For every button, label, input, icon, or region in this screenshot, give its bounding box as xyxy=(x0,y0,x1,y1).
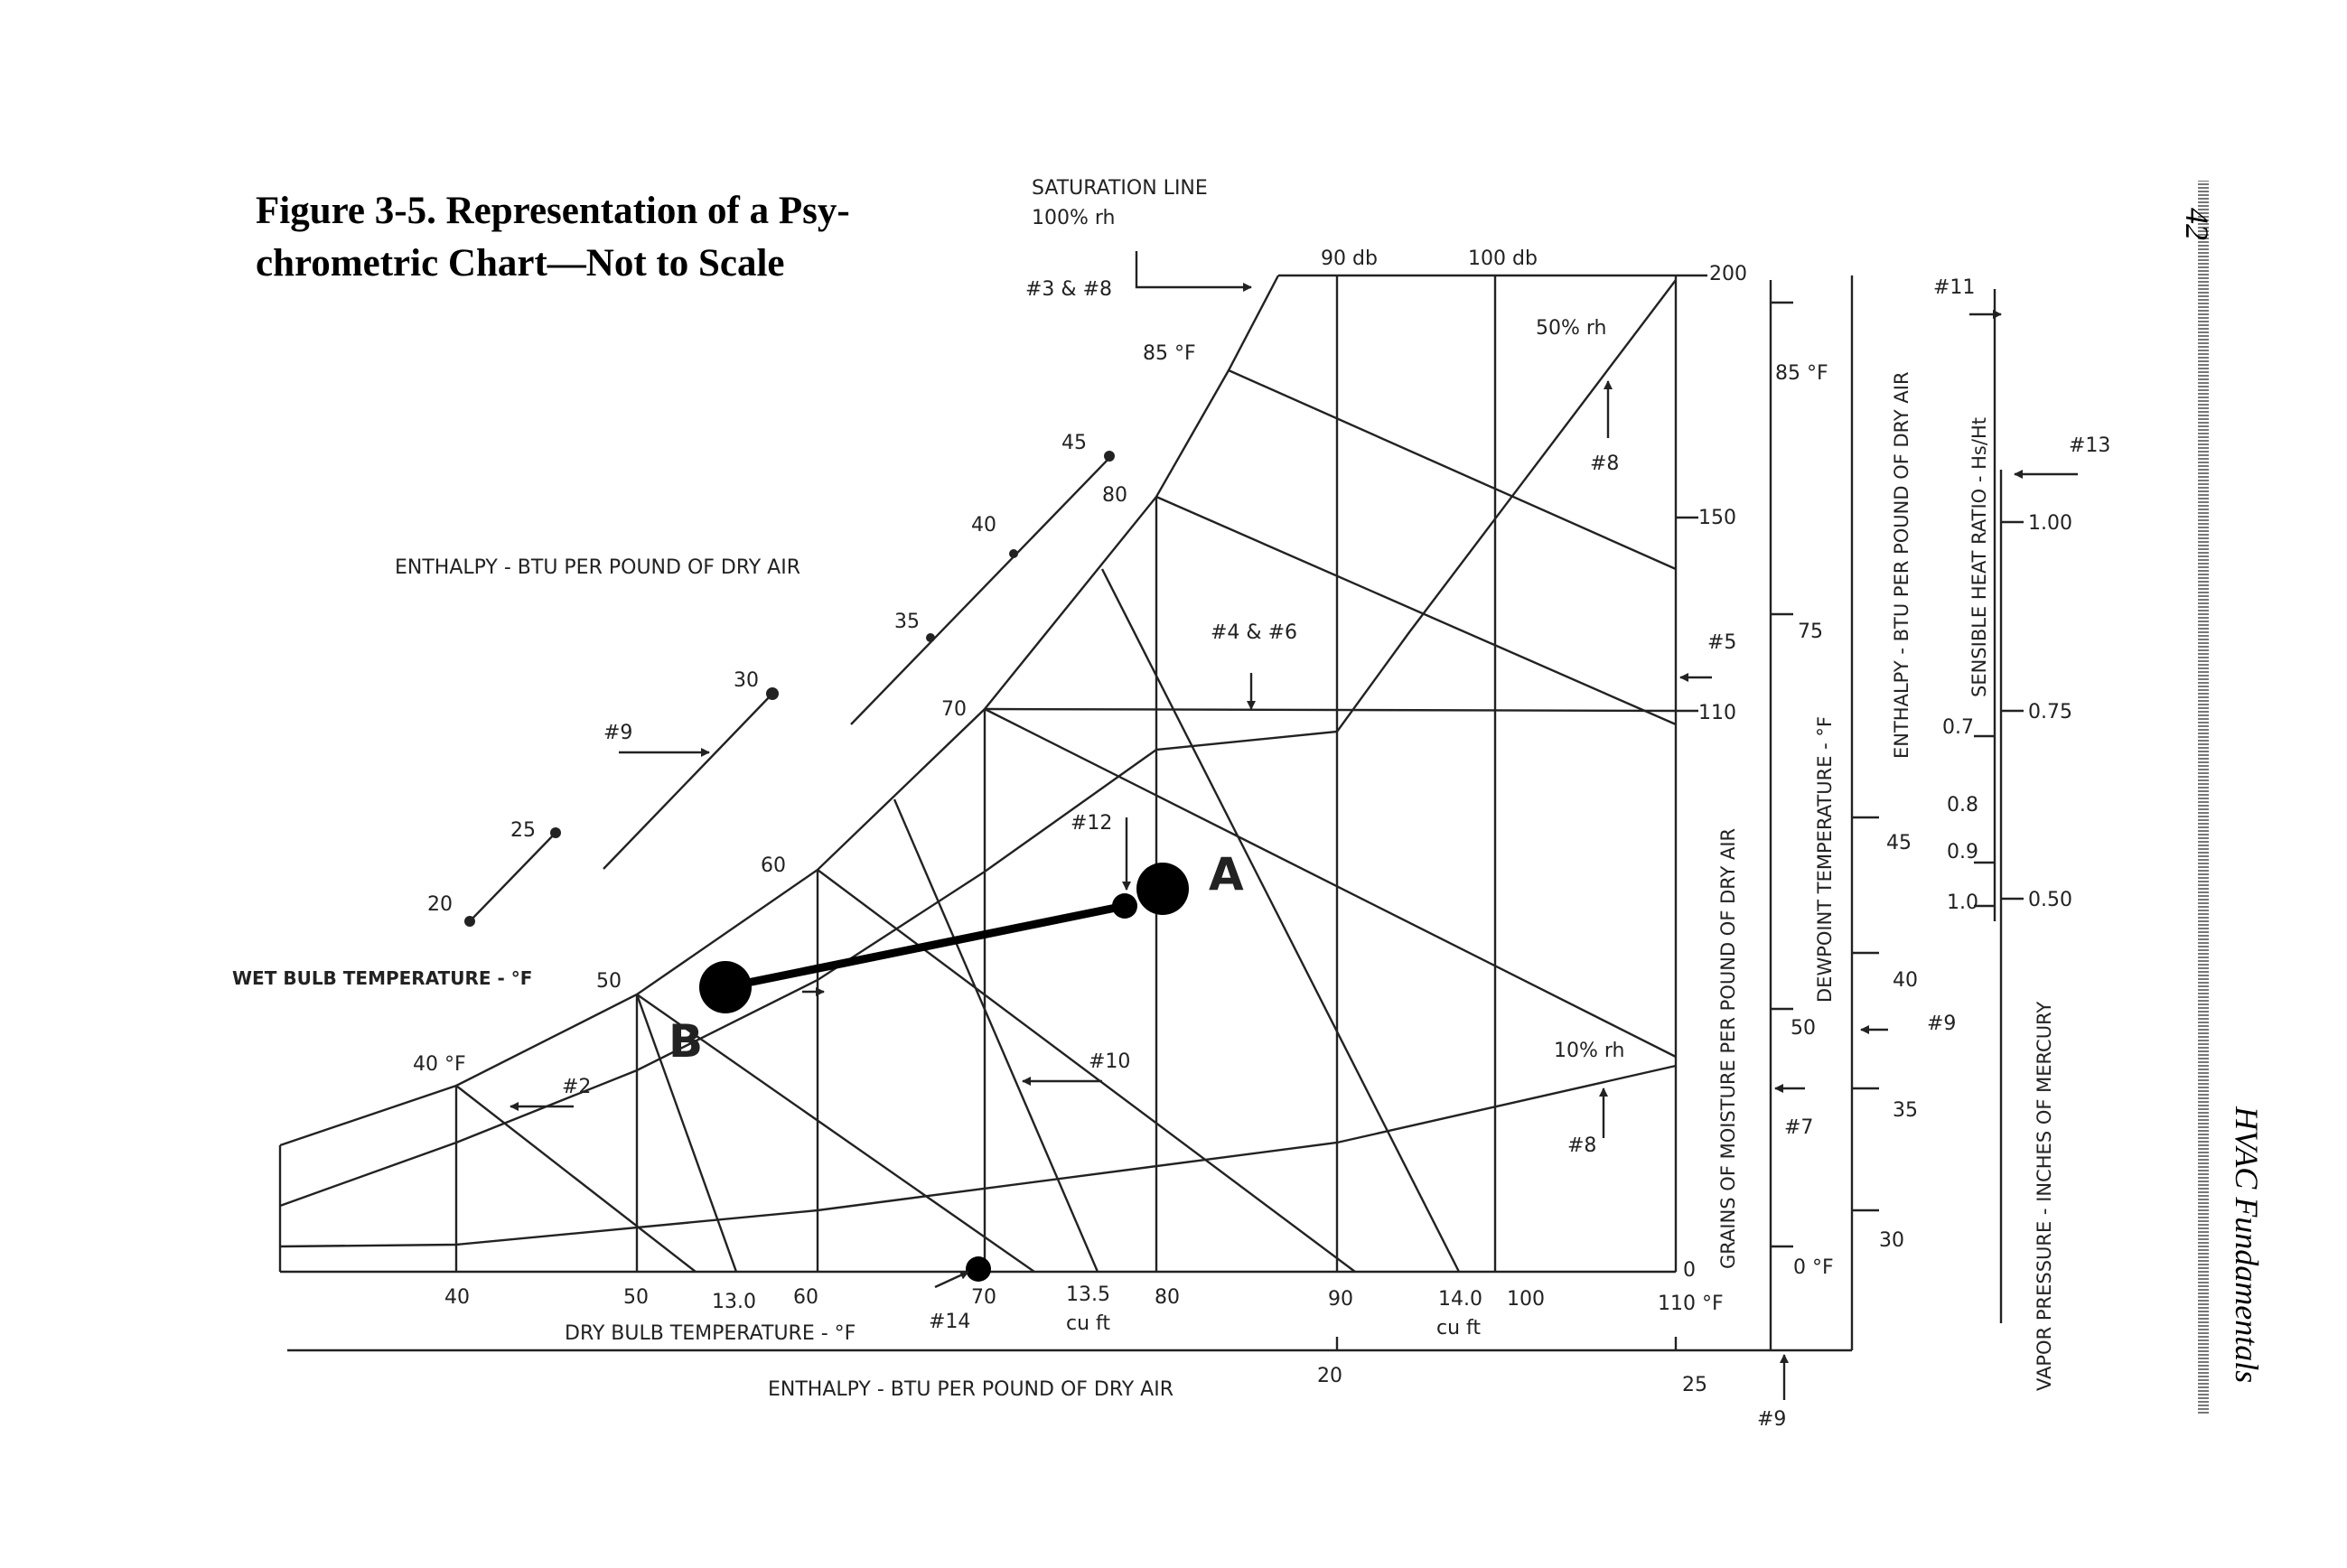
vol-13-0-label: 13.0 xyxy=(712,1291,756,1313)
grains-label-110: 110 xyxy=(1698,702,1736,724)
dewpoint-label-50: 50 xyxy=(1791,1017,1816,1040)
enthalpy-dot-40 xyxy=(1009,549,1018,558)
enthalpy-right-label-40: 40 xyxy=(1893,969,1918,992)
rh-10-curve xyxy=(280,1066,1676,1246)
enthalpy-bottom-tick-label-20: 20 xyxy=(1317,1365,1342,1387)
dry-bulb-title: DRY BULB TEMPERATURE - °F xyxy=(565,1322,856,1345)
enthalpy-scale-left xyxy=(464,451,1115,927)
enthalpy-label-30: 30 xyxy=(734,669,759,692)
dewpoint-label-75: 75 xyxy=(1798,621,1823,643)
vol-line-13-5 xyxy=(894,799,1098,1272)
grains-label-0: 0 xyxy=(1683,1259,1696,1282)
state-point-a xyxy=(1136,863,1189,915)
rh-50-curve xyxy=(280,280,1676,1206)
callout-12: #12 xyxy=(1071,812,1113,835)
callout-arrows xyxy=(510,251,2078,1400)
vapor-label-100: 1.00 xyxy=(2028,512,2072,535)
chart-frame xyxy=(280,275,2001,1350)
grains-label-150: 150 xyxy=(1698,507,1736,529)
enthalpy-dot-35 xyxy=(926,633,935,642)
callout-9-left: #9 xyxy=(603,722,633,744)
vol-13-5-unit: cu ft xyxy=(1066,1312,1111,1335)
shr-label-07: 0.7 xyxy=(1942,716,1974,739)
humidity-ratio-line-110 xyxy=(985,709,1676,711)
callout-7: #7 xyxy=(1784,1116,1814,1139)
wet-bulb-title: WET BULB TEMPERATURE - °F xyxy=(232,967,533,989)
enthalpy-label-35: 35 xyxy=(894,611,920,633)
callout-9-bottom: #9 xyxy=(1757,1408,1787,1431)
enthalpy-right-label-35: 35 xyxy=(1893,1099,1918,1122)
wb-40-label: 40 °F xyxy=(413,1053,466,1076)
db-tick-40: 40 xyxy=(444,1286,470,1309)
db-tick-60: 60 xyxy=(793,1286,818,1309)
callout-2: #2 xyxy=(562,1076,592,1098)
db-90-label: 90 db xyxy=(1321,247,1378,270)
enthalpy-segment-2 xyxy=(603,694,772,869)
callout-8-top: #8 xyxy=(1590,453,1620,475)
axis-ticks xyxy=(1337,275,2024,1350)
callout-9-right: #9 xyxy=(1927,1013,1957,1035)
enthalpy-right-label-45: 45 xyxy=(1886,832,1912,854)
rh-50-label: 50% rh xyxy=(1536,317,1607,340)
wet-bulb-lines xyxy=(456,370,1676,1272)
enthalpy-dot-45 xyxy=(1104,451,1115,462)
caption-line-1: Figure 3-5. Representation of a Psy- xyxy=(256,190,850,232)
arrow-14 xyxy=(935,1272,968,1287)
wb-50-label: 50 xyxy=(596,970,622,993)
enthalpy-label-45: 45 xyxy=(1061,432,1087,454)
rh-10-label: 10% rh xyxy=(1554,1040,1625,1062)
enthalpy-dot-20 xyxy=(464,916,475,927)
wb-70-label: 70 xyxy=(941,698,967,721)
wb-85-label: 85 °F xyxy=(1143,342,1196,365)
point-a-label: A xyxy=(1209,848,1244,901)
db-tick-80: 80 xyxy=(1155,1286,1180,1309)
db-tick-50: 50 xyxy=(623,1286,649,1309)
wb-line-70 xyxy=(985,709,1676,1057)
vapor-label-075: 0.75 xyxy=(2028,701,2072,723)
db-tick-110: 110 °F xyxy=(1658,1293,1724,1315)
enthalpy-label-20: 20 xyxy=(427,893,453,916)
caption-line-2: chrometric Chart—Not to Scale xyxy=(256,242,785,285)
shr-label-09: 0.9 xyxy=(1947,841,1978,863)
vol-14-0-label: 14.0 xyxy=(1438,1288,1482,1311)
dewpoint-label-85: 85 °F xyxy=(1775,362,1828,385)
vapor-axis-title: VAPOR PRESSURE - INCHES OF MERCURY xyxy=(2034,1001,2055,1391)
callout-13: #13 xyxy=(2069,434,2111,457)
enthalpy-right-axis-title: ENTHALPY - BTU PER POUND OF DRY AIR xyxy=(1891,371,1912,759)
dry-bulb-lines xyxy=(456,275,1495,1272)
grains-label-200: 200 xyxy=(1709,263,1747,285)
shr-label-10: 1.0 xyxy=(1947,891,1978,914)
wb-60-label: 60 xyxy=(761,854,786,877)
saturation-line-label: SATURATION LINE xyxy=(1032,177,1208,200)
vol-13-5-label: 13.5 xyxy=(1066,1283,1110,1306)
enthalpy-left-title: ENTHALPY - BTU PER POUND OF DRY AIR xyxy=(395,556,800,579)
grains-axis-title: GRAINS OF MOISTURE PER POUND OF DRY AIR xyxy=(1717,827,1739,1269)
running-head: HVAC Fundamentals xyxy=(2229,1106,2265,1384)
db-tick-100: 100 xyxy=(1507,1288,1545,1311)
callout-5: #5 xyxy=(1707,631,1737,654)
dewpoint-label-0: 0 °F xyxy=(1793,1256,1834,1279)
enthalpy-label-25: 25 xyxy=(510,819,536,842)
point-b-label: B xyxy=(669,1015,704,1068)
enthalpy-label-40: 40 xyxy=(971,514,996,537)
enthalpy-right-label-30: 30 xyxy=(1879,1229,1904,1252)
callout-10: #10 xyxy=(1089,1050,1131,1073)
enthalpy-segment-1 xyxy=(470,833,556,921)
wb-line-80 xyxy=(1156,497,1676,724)
shr-axis-title: SENSIBLE HEAT RATIO - Hs/Ht xyxy=(1968,417,1990,697)
vol-14-0-unit: cu ft xyxy=(1436,1317,1482,1339)
callout-8-bottom: #8 xyxy=(1567,1134,1597,1157)
wb-line-60 xyxy=(818,870,1355,1272)
process-line-a-b xyxy=(725,906,1125,987)
db-100-label: 100 db xyxy=(1468,247,1538,270)
state-point-b xyxy=(699,961,752,1013)
arrow-3-8 xyxy=(1136,251,1251,287)
db-tick-70: 70 xyxy=(971,1286,996,1309)
shr-label-08: 0.8 xyxy=(1947,794,1978,817)
callout-14: #14 xyxy=(929,1311,971,1333)
callout-4-6: #4 & #6 xyxy=(1211,621,1298,644)
wb-80-label: 80 xyxy=(1102,484,1127,507)
page-number: 42 xyxy=(2179,208,2215,240)
callout-11: #11 xyxy=(1933,276,1976,299)
process-end-dot xyxy=(1112,893,1137,919)
enthalpy-dot-30 xyxy=(766,687,779,700)
callout-3-8: #3 & #8 xyxy=(1025,278,1113,301)
db-tick-90: 90 xyxy=(1328,1288,1353,1311)
point-14-dot xyxy=(966,1256,991,1282)
dewpoint-axis-title: DEWPOINT TEMPERATURE - °F xyxy=(1814,716,1836,1003)
enthalpy-bottom-title: ENTHALPY - BTU PER POUND OF DRY AIR xyxy=(768,1378,1174,1401)
enthalpy-bottom-tick-label-25: 25 xyxy=(1682,1374,1707,1396)
wb-line-40 xyxy=(456,1086,696,1272)
vapor-label-050: 0.50 xyxy=(2028,889,2072,911)
enthalpy-segment-3 xyxy=(851,456,1111,724)
enthalpy-dot-25 xyxy=(550,827,561,838)
saturation-rh-label: 100% rh xyxy=(1032,207,1116,229)
